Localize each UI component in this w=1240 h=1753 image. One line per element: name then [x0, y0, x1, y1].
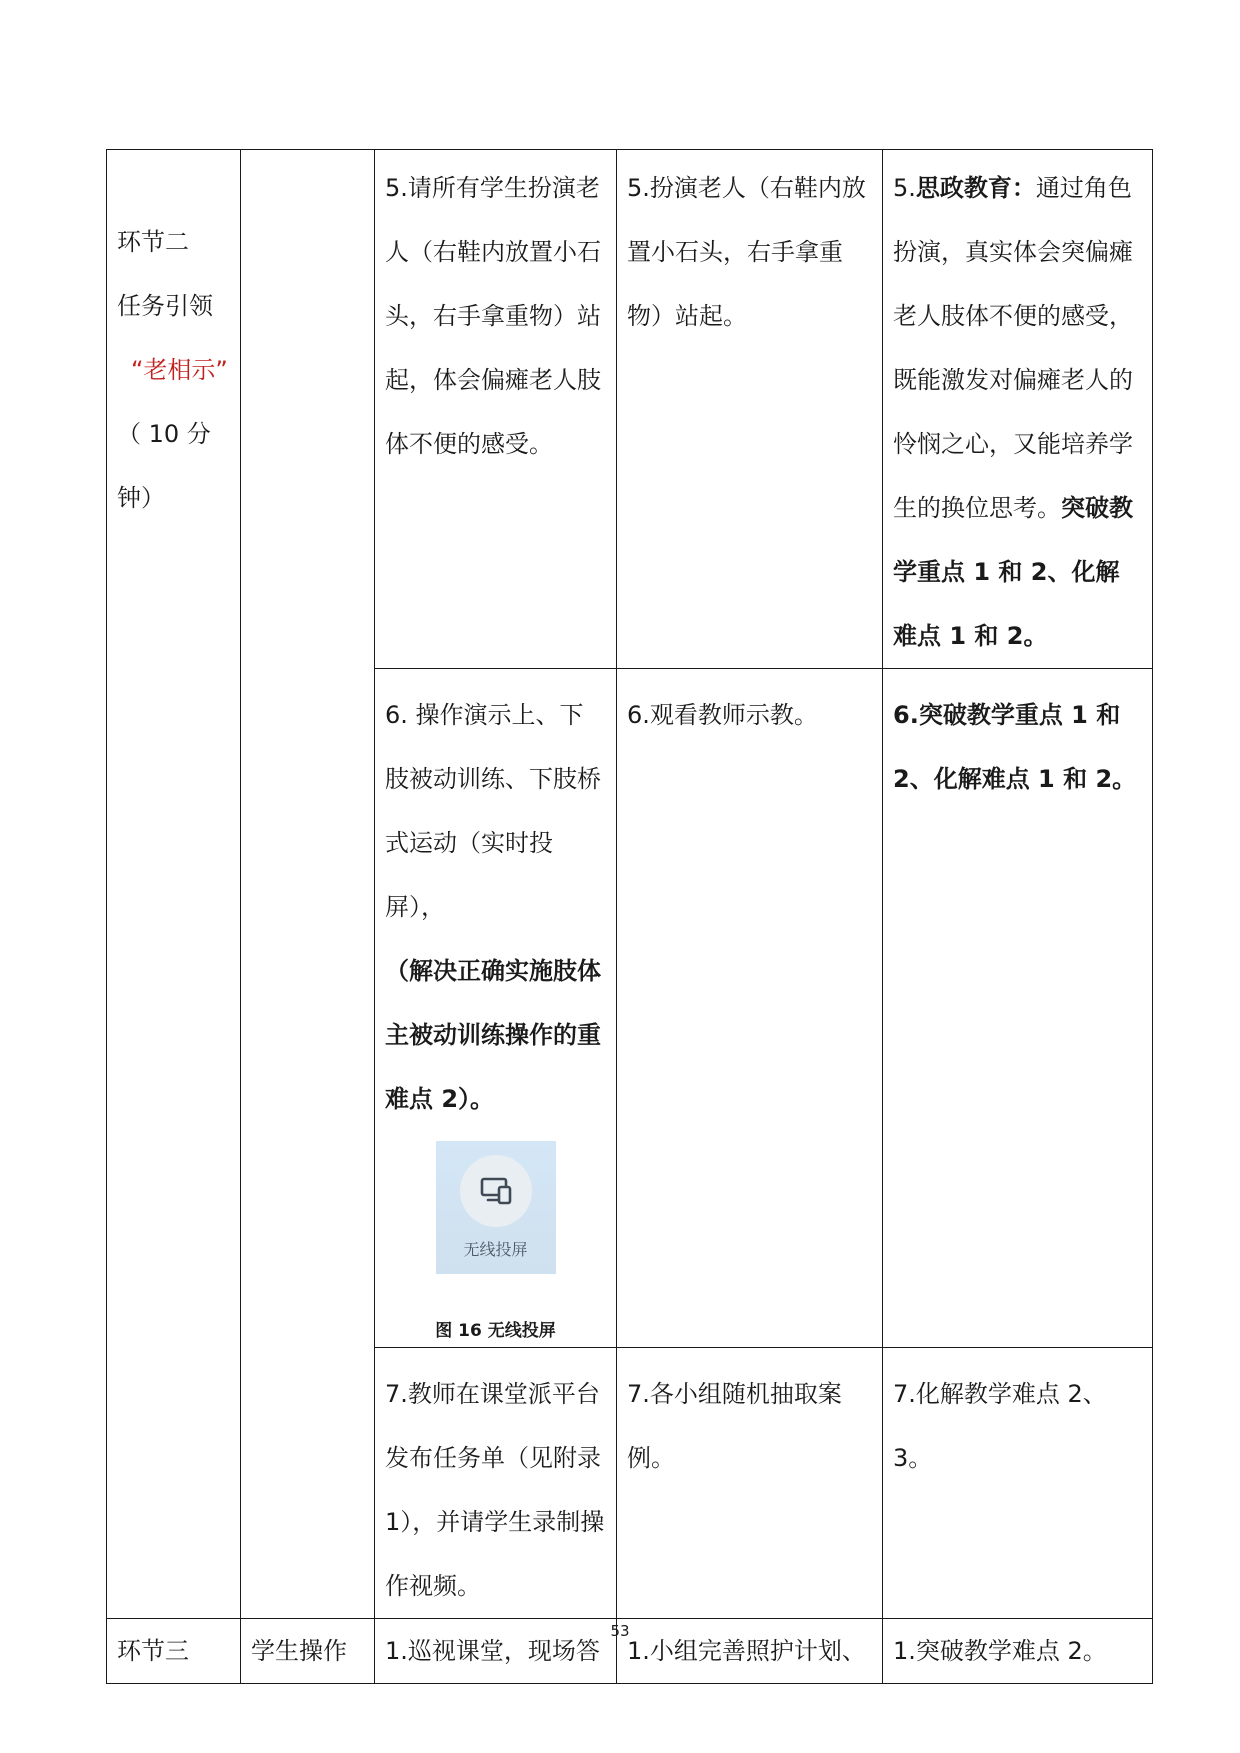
figure — [385, 1131, 606, 1347]
stage-cell: 环节三 — [107, 1619, 241, 1684]
screen-cast-tile — [436, 1141, 556, 1274]
stage-theme: “老相示” — [131, 356, 228, 384]
stage-name: 环节二 — [117, 228, 189, 256]
task-cell — [241, 150, 375, 1619]
design-intent-cell: 1.突破教学难点 2。 — [883, 1619, 1153, 1684]
intent-number: 5. — [893, 174, 916, 202]
teacher-activity-cell — [375, 669, 617, 1348]
screen-cast-icon — [460, 1155, 532, 1227]
teacher-activity-bold: （解决正确实施肢体主被动训练操作的重难点 2）。 — [385, 957, 601, 1113]
student-activity-cell: 7.各小组随机抽取案例。 — [617, 1348, 883, 1619]
student-activity-cell: 1.小组完善照护计划、 — [617, 1619, 883, 1684]
teacher-activity-text: 6. 操作演示上、下肢被动训练、下肢桥式运动（实时投屏）， — [385, 701, 601, 921]
intent-bold-conclusion: 突破教学重点 1 和 2、化解难点 1 和 2。 — [893, 494, 1133, 650]
stage-subtitle: 任务引领 — [117, 292, 213, 320]
task-cell: 学生操作 — [241, 1619, 375, 1684]
teacher-activity-cell: 5.请所有学生扮演老人（右鞋内放置小石头，右手拿重物）站起，体会偏瘫老人肢体不便的感受。 — [375, 150, 617, 669]
intent-text: 通过角色扮演，真实体会突偏瘫老人肢体不便的感受，既能激发对偏瘫老人的怜悯之心，又能培养学生的换位思考。 — [893, 174, 1133, 522]
teacher-activity-cell: 1.巡视课堂，现场答 — [375, 1619, 617, 1684]
design-intent-cell: 6.突破教学重点 1 和 2、化解难点 1 和 2。 — [883, 669, 1153, 1348]
table-row — [107, 150, 1153, 669]
student-activity-cell: 5.扮演老人（右鞋内放置小石头，右手拿重物）站起。 — [617, 150, 883, 669]
design-intent-cell: 7.化解教学难点 2、3。 — [883, 1348, 1153, 1619]
design-intent-cell — [883, 150, 1153, 669]
screen-cast-label: 无线投屏 — [463, 1240, 528, 1259]
teacher-activity-cell: 7.教师在课堂派平台发布任务单（见附录 1），并请学生录制操作视频。 — [375, 1348, 617, 1619]
figure-caption: 图 16 无线投屏 — [435, 1321, 556, 1341]
lesson-plan-table — [106, 149, 1153, 1684]
screen-cast-circle — [460, 1155, 532, 1227]
stage-duration: （ 10 分 — [117, 420, 211, 448]
page-number: 53 — [610, 1622, 630, 1640]
stage-cell — [107, 150, 241, 1619]
intent-bold-label: 思政教育： — [915, 174, 1036, 202]
student-activity-cell: 6.观看教师示教。 — [617, 669, 883, 1348]
stage-duration-unit: 钟） — [117, 484, 165, 512]
